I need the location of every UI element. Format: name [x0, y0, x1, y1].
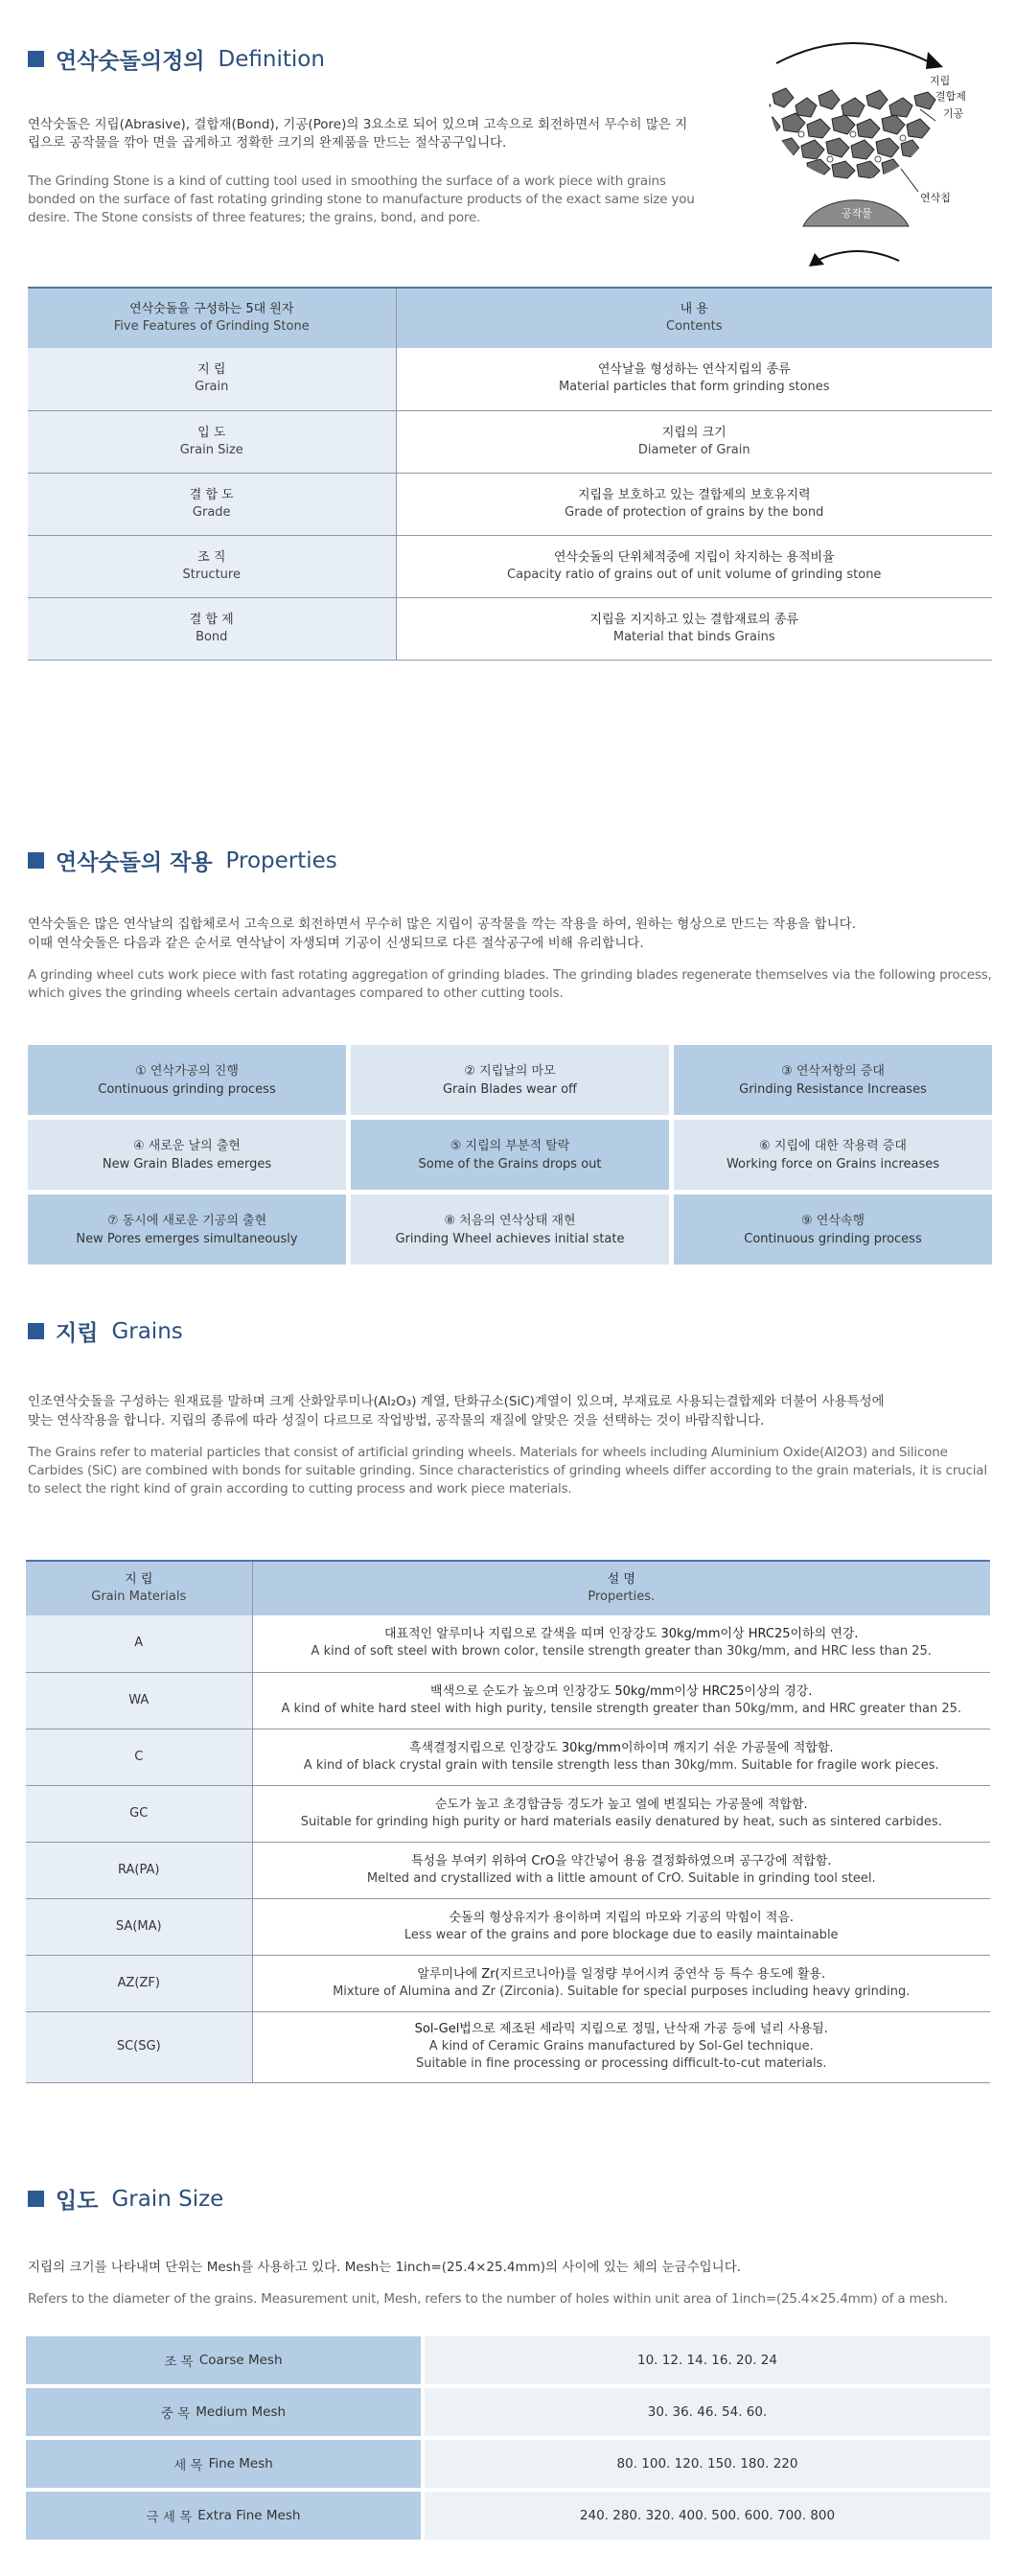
heading-square-icon	[28, 852, 44, 869]
properties-para-ko1: 연삭숫돌은 많은 연삭날의 집합체로서 고속으로 회전하면서 무수히 많은 지립이 공작물을 깍는 작용을 하여, 원하는 형상으로 만드는 작용을 합니다.	[28, 917, 856, 932]
grain-properties-header: 설 명 Properties.	[252, 1561, 990, 1615]
heading-square-icon	[28, 1323, 44, 1339]
definition-para-en: The Grinding Stone is a kind of cutting tool used in smoothing the surface of a work piece with grains bonded on the surface of fast rotating grinding stone to manufacture products of the exact same size you desire. The Stone consists of three features; the grains, bond, and pore.	[28, 174, 695, 225]
table-row: GC 순도가 높고 초경합금등 경도가 높고 열에 변질되는 가공물에 적합함. Suitable for grinding high purity or hard materials easily denatured by heat, such as sintered carbides.	[26, 1785, 990, 1842]
definition-para-ko: 연삭숫돌은 지립(Abrasive), 결합재(Bond), 기공(Pore)의 3요소로 되어 있으며 고속으로 회전하면서 무수히 많은 지립으로 공작물을 깎아 면을 곱게하고 정확한 크기의 완제품을 만드는 절삭공구입니다.	[28, 117, 688, 151]
table-row: 중 목 Medium Mesh 30. 36. 46. 54. 60.	[26, 2388, 990, 2436]
diagram-label-chip: 연삭칩	[920, 192, 951, 204]
diagram-label-grain: 지립	[930, 75, 951, 87]
grains-heading	[28, 1315, 183, 1347]
grain-size-title-ko: 입도	[56, 2189, 99, 2214]
properties-para-ko2: 이때 연삭숫돌은 다음과 같은 순서로 연삭날이 자생되며 기공이 신생되므로 다른 절삭공구에 비해 유리합니다.	[28, 936, 644, 951]
table-row: 지 립 Grain 연삭날을 형성하는 연삭지립의 종류 Material particles that form grinding stones	[28, 348, 992, 410]
heading-square-icon	[28, 51, 44, 67]
grain-materials-header: 지 립 Grain Materials	[26, 1561, 252, 1615]
table-row: 입 도 Grain Size 지립의 크기 Diameter of Grain	[28, 410, 992, 473]
grains-title-ko: 지립	[56, 1321, 99, 1346]
diagram-label-work: 공작물	[842, 207, 872, 220]
grain-size-heading	[28, 2183, 223, 2215]
process-step: ⑦ 동시에 새로운 기공의 출현 New Pores emerges simultaneously	[28, 1195, 346, 1265]
diagram-label-pore: 기공	[943, 107, 964, 120]
grains-para-ko2: 맞는 연삭작용을 합니다. 지립의 종류에 따라 성질이 다르므로 작업방법, 공작물의 재질에 알맞은 것을 선택하는 것이 바람직합니다.	[28, 1413, 765, 1428]
table-row: 결 합 제 Bond 지립을 지지하고 있는 결합재료의 종류 Material that binds Grains	[28, 597, 992, 660]
table-row: 세 목 Fine Mesh 80. 100. 120. 150. 180. 220	[26, 2440, 990, 2488]
definition-title-ko: 연삭숫돌의정의	[56, 49, 205, 74]
process-step: ① 연삭가공의 진행 Continuous grinding process	[28, 1045, 346, 1115]
table-row: C 흑색결정지립으로 인장강도 30kg/mm이하이며 깨지기 쉬운 가공물에 적합함. A kind of black crystal grain with tensile strength less than 30kg/mm. Suitable for fragile work pieces.	[26, 1729, 990, 1785]
grain-size-para-ko: 지립의 크기를 나타내며 단위는 Mesh를 사용하고 있다. Mesh는 1inch=(25.4×25.4mm)의 사이에 있는 체의 눈금수입니다.	[28, 2260, 742, 2275]
process-step: ③ 연삭저항의 증대 Grinding Resistance Increases	[674, 1045, 992, 1115]
five-features-header: 연삭숫돌을 구성하는 5대 원자 Five Features of Grinding Stone	[28, 288, 396, 348]
process-step: ⑥ 지립에 대한 작용력 증대 Working force on Grains increases	[674, 1120, 992, 1190]
process-step: ② 지립날의 마모 Grain Blades wear off	[351, 1045, 669, 1115]
grains-para-en: The Grains refer to material particles that consist of artificial grinding wheels. Materials for wheels including Aluminium Oxide(Al2O3) and Silicone Carbides (SiC) are combined with bonds for suitable grinding. Since characteristics of grinding wheels differ according to the grain materials, it is crucial to select the right kind of grain according to cutting process and work piece materials.	[28, 1445, 987, 1497]
contents-header: 내 용 Contents	[396, 288, 992, 348]
properties-title-en: Properties	[225, 847, 337, 873]
heading-square-icon	[28, 2191, 44, 2207]
table-row: 극 세 목 Extra Fine Mesh 240. 280. 320. 400. 500. 600. 700. 800	[26, 2492, 990, 2540]
diagram-label-bond: 결합제	[935, 90, 966, 103]
grains-para-ko1: 인조연삭숫돌을 구성하는 원재료를 말하며 크게 산화알루미나(Al₂O₃) 계열, 탄화규소(SiC)계열이 있으며, 부재료로 사용되는결합제와 더불어 사용특성에	[28, 1394, 885, 1409]
definition-title-en: Definition	[218, 46, 325, 72]
process-step: ⑧ 처음의 연삭상태 재현 Grinding Wheel achieves initial state	[351, 1195, 669, 1265]
definition-heading	[28, 43, 325, 75]
properties-para-en: A grinding wheel cuts work piece with fast rotating aggregation of grinding blades. The grinding blades regenerate themselves via the following process, which gives the grinding wheels certain advantages compared to other cutting tools.	[28, 967, 992, 1001]
grinding-wheel-diagram	[740, 38, 970, 268]
grains-title-en: Grains	[111, 1318, 183, 1344]
table-row: WA 백색으로 순도가 높으며 인장강도 50kg/mm이상 HRC25이상의 경강. A kind of white hard steel with high purity, tensile strength greater than 50kg/mm, and HRC greater than 25.	[26, 1672, 990, 1729]
process-step: ④ 새로운 날의 출현 New Grain Blades emerges	[28, 1120, 346, 1190]
table-row: A 대표적인 알루미나 지립으로 갈색을 띠며 인장강도 30kg/mm이상 HRC25이하의 연강. A kind of soft steel with brown color, tensile strength greater than 30kg/mm, and HRC less than 25.	[26, 1615, 990, 1672]
table-row: 조 직 Structure 연삭숫돌의 단위체적중에 지립이 차지하는 용적비율 Capacity ratio of grains out of unit volume of grinding stone	[28, 535, 992, 597]
table-row: AZ(ZF) 알루미나에 Zr(지르코니아)를 일정량 부어시켜 중연삭 등 특수 용도에 활용. Mixture of Alumina and Zr (Zirconia). Suitable for special purposes including heavy grinding.	[26, 1955, 990, 2011]
process-step: ⑨ 연삭속행 Continuous grinding process	[674, 1195, 992, 1265]
properties-title-ko: 연삭숫돌의 작용	[56, 850, 213, 875]
grain-size-para-en: Refers to the diameter of the grains. Measurement unit, Mesh, refers to the number of holes within unit area of 1inch=(25.4×25.4mm) of a mesh.	[28, 2291, 948, 2307]
five-features-table	[28, 287, 992, 661]
table-row: SA(MA) 숫돌의 형상유지가 용이하며 지립의 마모와 기공의 막힘이 적음. Less wear of the grains and pore blockage due to easily maintainable	[26, 1898, 990, 1955]
table-row: 결 합 도 Grade 지립을 보호하고 있는 결합제의 보호유지력 Grade of protection of grains by the bond	[28, 473, 992, 535]
grain-materials-table	[26, 1560, 990, 2083]
table-row: SC(SG) Sol-Gel법으로 제조된 세라믹 지립으로 정밀, 난삭재 가공 등에 널리 사용됨. A kind of Ceramic Grains manufactured by Sol-Gel technique. Suitable in fine processing or processing difficult-to-cut materials.	[26, 2011, 990, 2082]
table-row: 조 목 Coarse Mesh 10. 12. 14. 16. 20. 24	[26, 2336, 990, 2384]
process-step: ⑤ 지립의 부분적 탈락 Some of the Grains drops out	[351, 1120, 669, 1190]
table-row: RA(PA) 특성을 부여키 위하여 CrO을 약간넣어 용융 결정화하였으며 공구강에 적합함. Melted and crystallized with a little amount of CrO. Suitable in grinding tool steel.	[26, 1842, 990, 1898]
properties-heading	[28, 845, 337, 876]
grain-size-title-en: Grain Size	[111, 2186, 224, 2212]
